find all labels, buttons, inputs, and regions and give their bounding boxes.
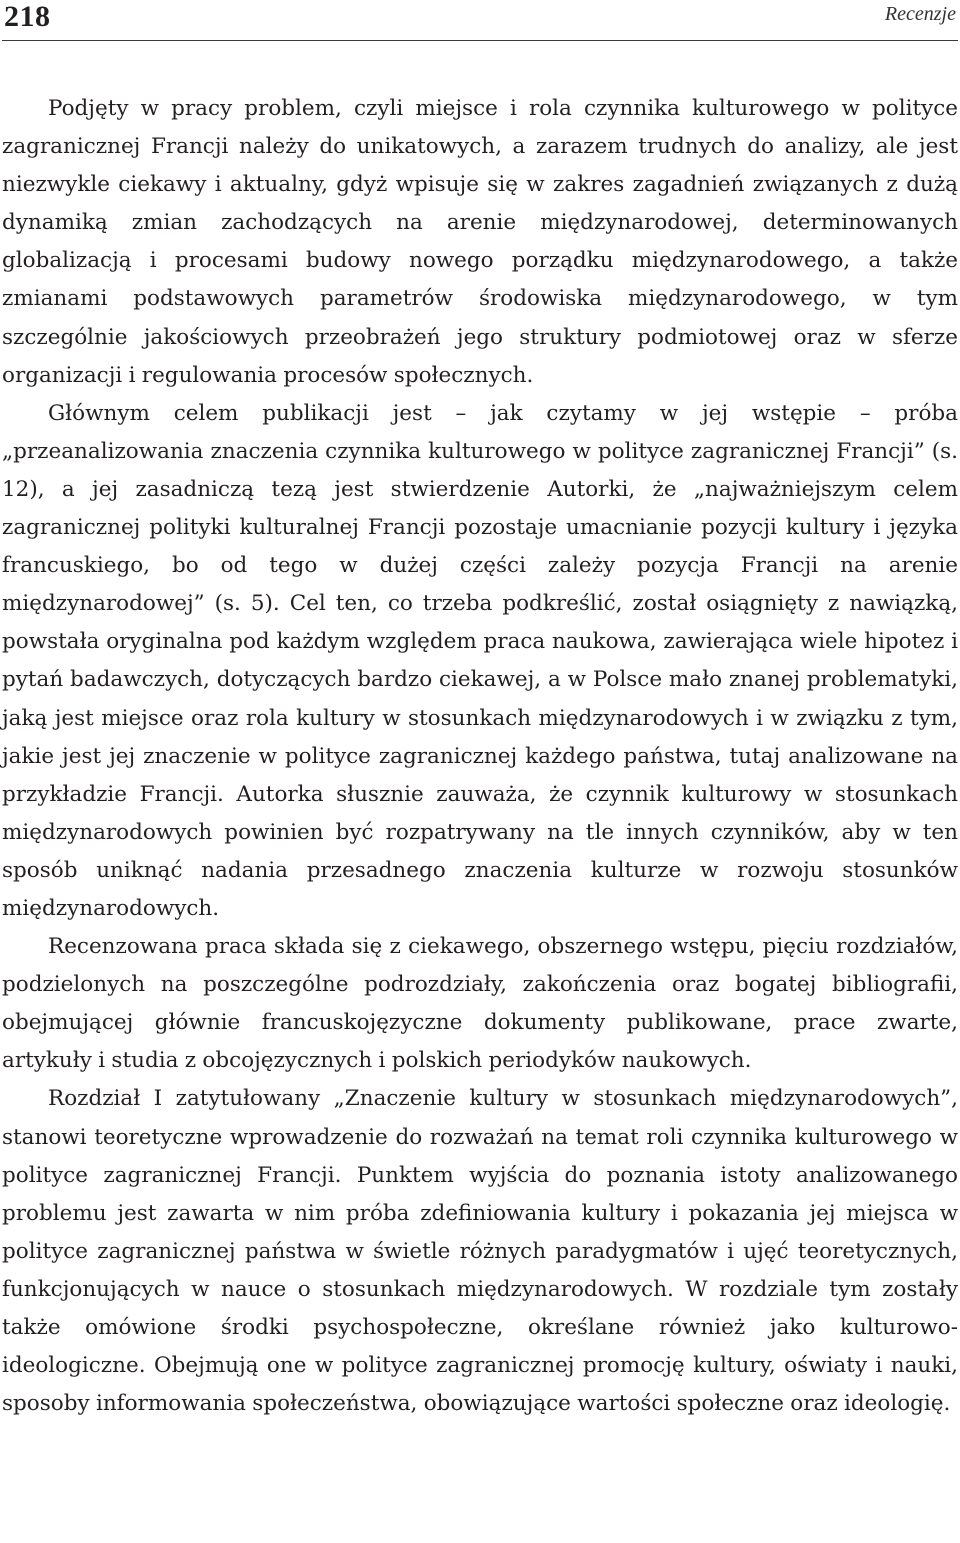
body-text: [2, 90, 958, 1423]
paragraph-2: Głównym celem publikacji jest – jak czytamy w jej wstępie – próba „przeanalizowania znaczenia czynnika kulturowego w polityce zagranicznej Francji” (s. 12), a jej zasadniczą tezą jest stwierdzenie Autorki, że „najważniejszym celem zagranicznej polityki kulturalnej Francji pozostaje umacnianie pozycji kultury i języka francuskiego, bo od tego w dużej części zależy pozycja Francji na arenie międzynarodowej” (s. 5). Cel ten, co trzeba podkreślić, został osiągnięty z nawiązką, powstała oryginalna pod każdym względem praca naukowa, zawierająca wiele hipotez i pytań badawczych, dotyczących bardzo ciekawej, a w Polsce mało znanej problematyki, jaką jest miejsce oraz rola kultury w stosunkach międzynarodowych i w związku z tym, jakie jest jej znaczenie w polityce zagranicznej każdego państwa, tutaj analizowane na przykładzie Francji. Autorka słusznie zauważa, że czynnik kulturowy w stosunkach międzynarodowych powinien być rozpatrywany na tle innych czynników, aby w ten sposób uniknąć nadania przesadnego znaczenia kulturze w rozwoju stosunków międzynarodowych.: [2, 400, 958, 921]
page-number: 218: [4, 0, 51, 33]
paragraph-3: Recenzowana praca składa się z ciekawego, obszernego wstępu, pięciu rozdziałów, podzielonych na poszczególne podrozdziały, zakończenia oraz bogatej bibliografii, obejmującej głównie francuskojęzyczne dokumenty publikowane, prace zwarte, artykuły i studia z obcojęzycznych i polskich periodyków naukowych.: [2, 934, 958, 1074]
page-header: [2, 0, 958, 41]
paragraph-4: Rozdział I zatytułowany „Znaczenie kultury w stosunkach międzynarodowych”, stanowi teoretyczne wprowadzenie do rozważań na temat roli czynnika kulturowego w polityce zagranicznej Francji. Punktem wyjścia do poznania istoty analizowanego problemu jest zawarta w nim próba zdefiniowania kultury i pokazania jej miejsca w polityce zagranicznej państwa w świetle różnych paradygmatów i ujęć teoretycznych, funkcjonujących w nauce o stosunkach międzynarodowych. W rozdziale tym zostały także omówione środki psychospołeczne, określane również jako kulturowo-ideologiczne. Obejmują one w polityce zagranicznej promocję kultury, oświaty i nauki, sposoby informowania społeczeństwa, obowiązujące wartości społeczne oraz ideologię.: [2, 1086, 958, 1417]
paragraph-1: Podjęty w pracy problem, czyli miejsce i rola czynnika kulturowego w polityce zagranicznej Francji należy do unikatowych, a zarazem trudnych do analizy, ale jest niezwykle ciekawy i aktualny, gdyż wpisuje się w zakres zagadnień związanych z dużą dynamiką zmian zachodzących na arenie międzynarodowej, determinowanych globalizacją i procesami budowy nowego porządku międzynarodowego, a także zmianami podstawowych parametrów środowiska międzynarodowego, w tym szczególnie jakościowych przeobrażeń jego struktury podmiotowej oraz w sferze organizacji i regulowania procesów społecznych.: [2, 96, 958, 388]
running-head: Recenzje: [884, 3, 956, 25]
